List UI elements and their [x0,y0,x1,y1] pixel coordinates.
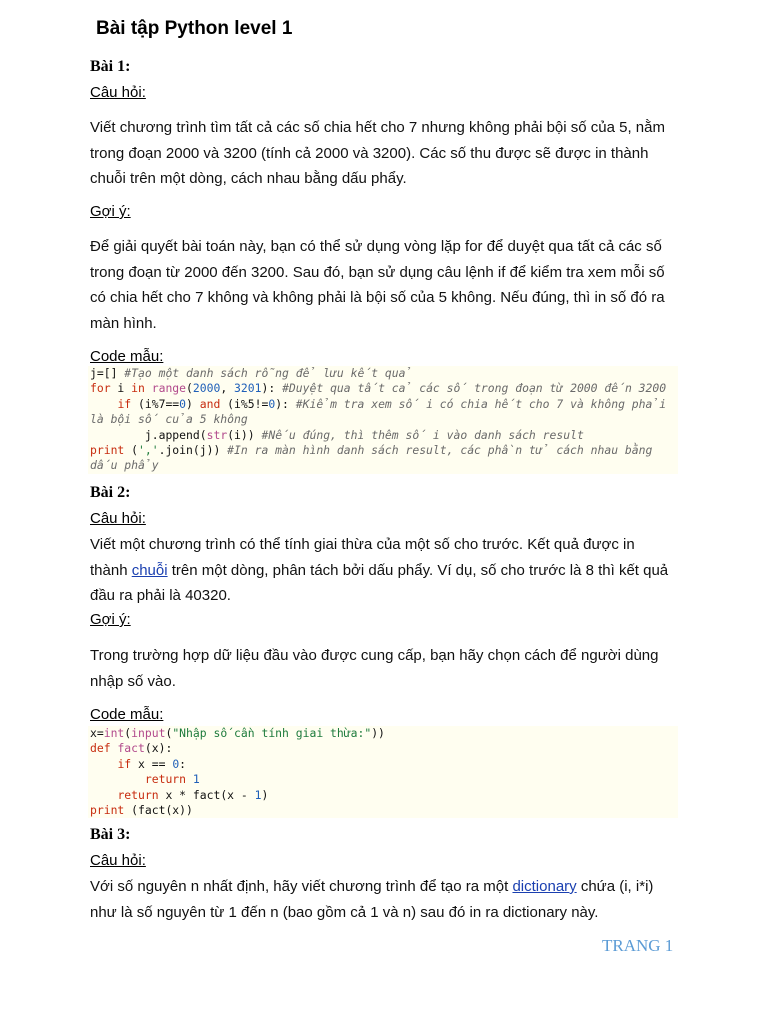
code-line [90,757,676,772]
text-line: trong đoạn từ 2000 đến 3200. Sau đó, bạn sử dụng câu lệnh if để kiểm tra xem mỗi số [90,263,665,281]
code-keyword: for [90,381,111,396]
exercise-2-code-block [88,726,678,818]
code-comment: #In ra màn hình danh sách result, các phần tử cách nhau bằng dấu phẩy [90,443,660,473]
code-keyword: and [199,396,221,411]
exercise-2-hint-label: Gợi ý: [90,611,131,628]
code-token: ( [124,443,139,458]
code-token: (i%5!= [220,396,269,411]
code-token: ) [261,787,269,802]
code-line [90,366,676,381]
code-keyword: return [144,772,187,787]
code-line [90,772,676,787]
exercise-1-hint-text [90,234,680,336]
exercise-1-code-block [88,366,678,474]
code-number: 1 [254,787,262,802]
exercise-3-question-text [90,874,680,925]
code-builtin: str [206,427,228,442]
text-line: nhập số vào. [90,672,176,690]
code-token: j.append( [144,427,207,442]
code-keyword: in [131,381,145,396]
code-token: x * fact(x - [158,787,255,802]
code-line [90,788,676,803]
text-line: chuỗi trên một dòng, cách nhau bằng dấu phẩy. [90,170,407,187]
exercise-2-hint-text [90,643,680,694]
text-line: trong đoạn 2000 và 3200 (tính cả 2000 và 3200). Các số thu được sẽ được in thành [90,144,649,162]
code-line [90,397,676,428]
code-token: ( [165,726,173,740]
text-span: Với số nguyên n nhất định, hãy viết chương trình để tạo ra một [90,878,513,895]
code-keyword: print [90,443,125,458]
exercise-2-heading: Bài 2: [90,484,131,501]
exercise-3-heading: Bài 3: [90,826,131,843]
text-line: có chia hết cho 7 không và không phải là bội số của 5 không. Nếu đúng, thì in số đó ra [90,289,665,306]
code-number: 1 [192,772,200,787]
code-string: "Nhập số cần tính giai thừa:" [172,726,372,740]
text-line: Viết chương trình tìm tất cả các số chia hết cho 7 nhưng không phải bội số của 5, nằm [90,119,665,136]
code-comment: #Nếu đúng, thì thêm số i vào danh sách result [261,427,584,442]
code-number: 0 [268,396,276,411]
exercise-1-question-text [90,115,680,192]
text-line [90,558,680,584]
code-keyword: if [117,756,132,771]
code-number: 0 [179,396,187,411]
code-token: , [220,381,235,396]
exercise-3-question-label: Câu hỏi: [90,852,146,869]
code-token: : [179,756,187,771]
text-span: chứa (i, i*i) [576,878,654,895]
code-token [186,772,193,786]
code-comment: #Tạo một danh sách rỗng để lưu kết quả [124,366,413,380]
chuoi-link[interactable]: chuỗi [131,561,168,579]
code-comment: #Duyệt qua tất cả các số trong đoạn từ 2000 đến 3200 [282,381,667,396]
code-keyword: if [117,396,132,411]
exercise-1-heading: Bài 1: [90,58,131,75]
code-string: ',' [138,443,159,458]
text-span: trên một dòng, phân tách bởi dấu phẩy. Ví dụ, số cho trước là 8 thì kết quả [167,561,669,579]
code-line [90,803,676,818]
code-token: ): [275,396,296,411]
code-number: 3201 [234,381,262,396]
code-keyword: def [90,741,111,756]
code-token: x= [90,726,104,740]
text-line [90,874,680,900]
code-token: ): [261,381,283,396]
code-token: ( [186,381,193,396]
code-token: .join(j)) [158,443,228,458]
code-builtin: input [131,726,166,740]
code-builtin: int [103,726,125,740]
code-token: (fact(x)) [124,803,193,818]
document-title: Bài tập Python level 1 [96,18,293,39]
text-span: thành [90,561,132,579]
text-line: màn hình. [90,314,157,332]
code-token: (i)) [227,427,262,442]
exercise-2-question-text [90,532,680,609]
exercise-1-question-label: Câu hỏi: [90,84,146,101]
code-keyword: return [117,787,159,802]
code-comment: #Kiểm tra xem số i có chia hết cho 7 và không phải là bội số của 5 không [90,396,673,427]
code-token: )) [371,726,385,740]
code-token: ) [186,396,200,411]
exercise-1-code-label: Code mẫu: [90,348,164,365]
exercise-1-hint-label: Gợi ý: [90,203,131,220]
code-number: 2000 [192,381,221,396]
code-token: i [110,381,132,396]
text-line: như là số nguyên từ 1 đến n (bao gồm cả 1 và n) sau đó in ra dictionary này. [90,903,599,921]
dictionary-link[interactable]: dictionary [512,878,577,895]
exercise-2-question-label: Câu hỏi: [90,510,146,527]
code-token: ( [124,726,132,740]
text-line: Để giải quyết bài toán này, bạn có thể sử dụng vòng lặp for để duyệt qua tất cả các số [90,238,662,255]
code-line [90,381,676,396]
code-builtin: range [151,381,187,396]
code-token: (x): [144,741,173,756]
page-number-footer: TRANG 1 [602,936,674,955]
text-line: đầu ra phải là 40320. [90,587,231,604]
code-number: 0 [172,756,180,771]
code-line [90,428,676,443]
text-line: Viết một chương trình có thể tính giai thừa của một số cho trước. Kết quả được in [90,536,635,553]
code-function-name: fact [117,741,145,756]
code-token: (i%7== [131,396,180,411]
code-token: x == [131,756,173,771]
code-token: j=[] [90,366,125,380]
exercise-2-code-label: Code mẫu: [90,706,164,723]
code-line [90,443,676,474]
code-line [90,741,676,756]
text-line: Trong trường hợp dữ liệu đầu vào được cung cấp, bạn hãy chọn cách để người dùng [90,647,659,664]
code-keyword: print [90,803,125,818]
code-line [90,726,676,741]
